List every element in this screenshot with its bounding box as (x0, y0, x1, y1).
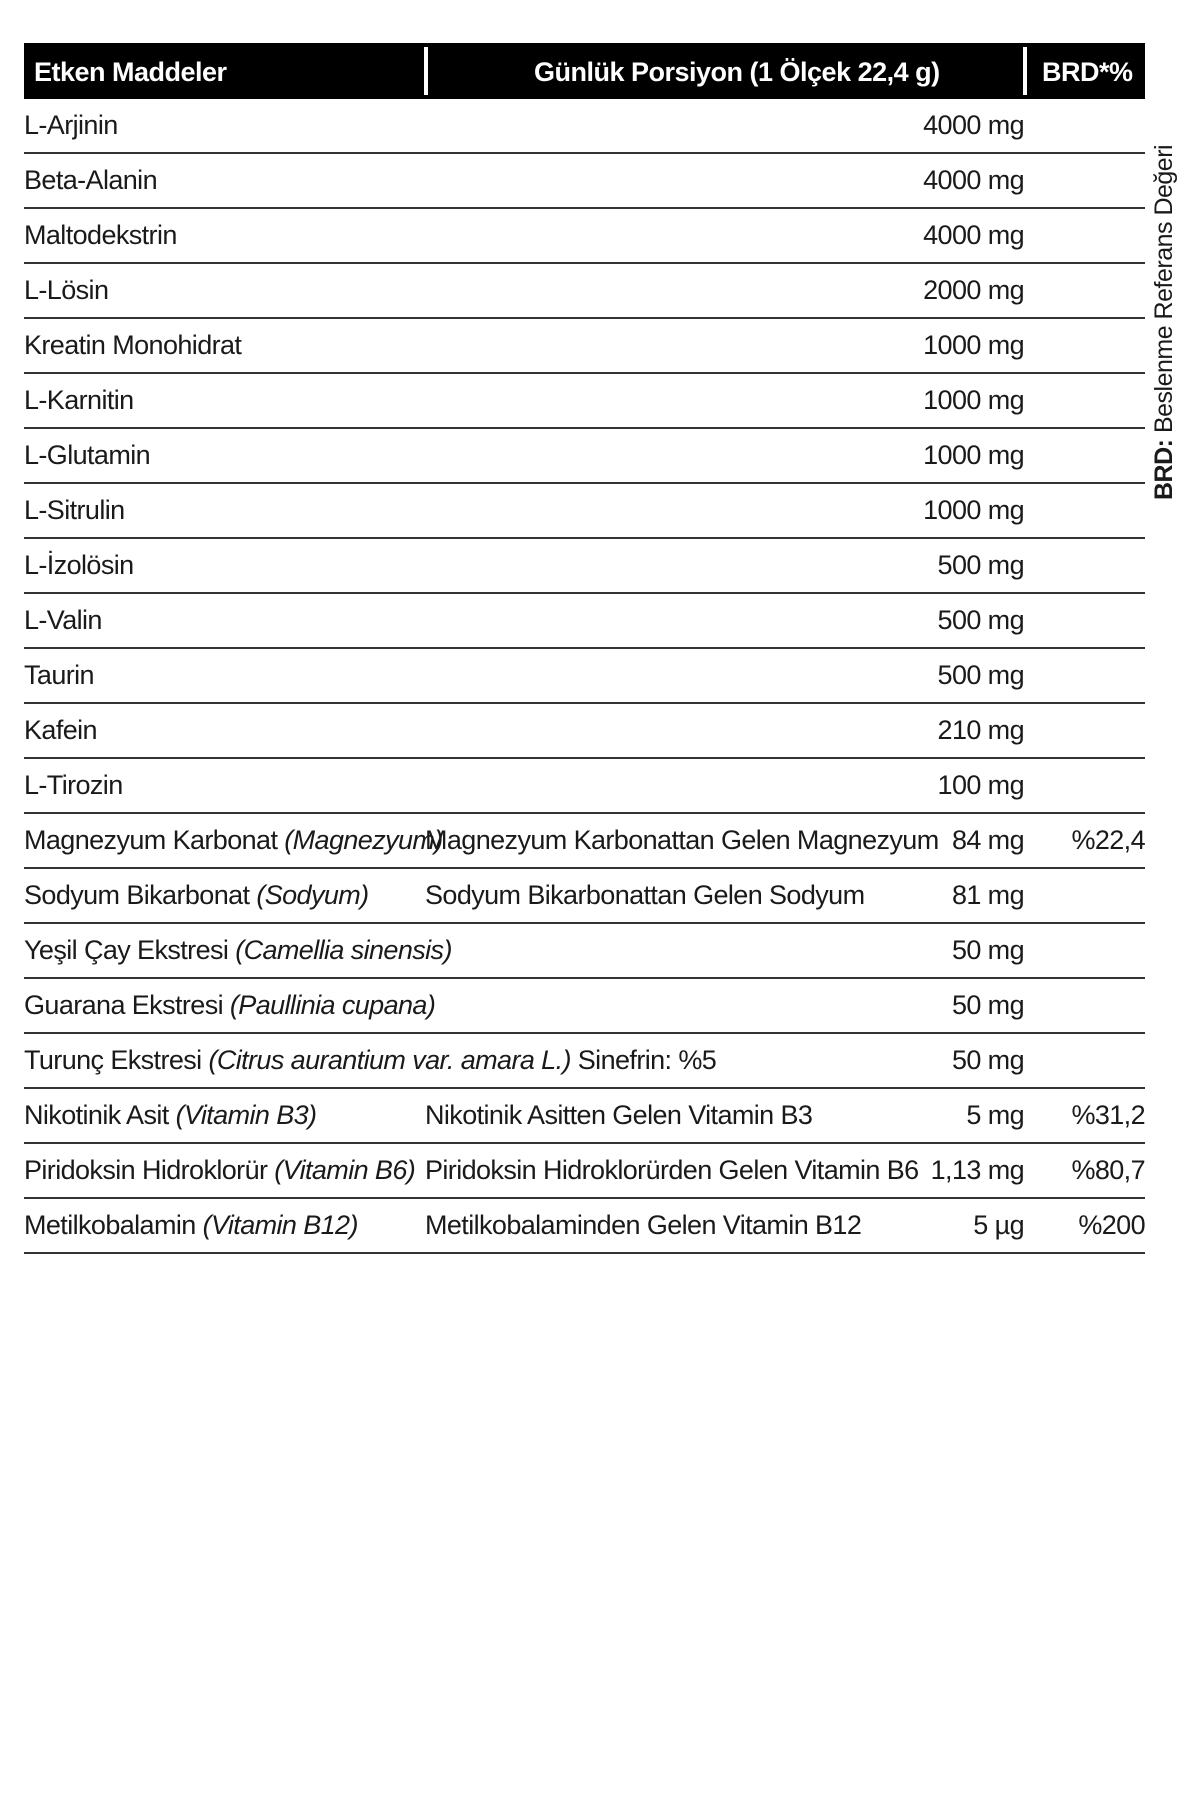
ingredient-name (24, 220, 177, 251)
ingredient-source: Sodyum Bikarbonattan Gelen Sodyum (425, 880, 865, 910)
supplement-facts-table (24, 43, 1145, 1254)
header-brd: BRD*% (1042, 57, 1133, 87)
ingredient-amount: 50 mg (951, 1045, 1024, 1075)
table-row (24, 1199, 1145, 1254)
ingredient-name (24, 165, 157, 196)
ingredient-name (24, 990, 435, 1021)
ingredient-amount: 1000 mg (923, 495, 1024, 525)
ingredient-amount: 1000 mg (923, 330, 1024, 360)
ingredient-brd: %22,4 (1071, 825, 1145, 855)
table-row (24, 484, 1145, 539)
ingredient-amount: 1,13 mg (930, 1155, 1024, 1185)
ingredient-amount: 84 mg (951, 825, 1024, 855)
ingredient-name (24, 770, 123, 801)
ingredient-amount: 100 mg (937, 770, 1024, 800)
ingredient-amount: 50 mg (951, 935, 1024, 965)
ingredient-source: Metilkobalaminden Gelen Vitamin B12 (425, 1210, 862, 1240)
ingredient-latin: (Vitamin B6) (274, 1155, 416, 1185)
ingredient-label: Turunç Ekstresi (24, 1045, 209, 1075)
ingredient-brd: %80,7 (1071, 1155, 1145, 1185)
table-row (24, 594, 1145, 649)
table-row (24, 1034, 1145, 1089)
ingredient-label: Kafein (24, 715, 97, 745)
ingredient-latin: (Citrus aurantium var. amara L.) (208, 1045, 571, 1075)
table-row (24, 869, 1145, 924)
ingredient-amount: 4000 mg (923, 165, 1024, 195)
ingredient-name (24, 385, 134, 416)
ingredient-amount: 500 mg (937, 660, 1024, 690)
ingredient-label: L-İzolösin (24, 550, 134, 580)
ingredient-label: Yeşil Çay Ekstresi (24, 935, 236, 965)
ingredient-source: Nikotinik Asitten Gelen Vitamin B3 (425, 1100, 813, 1130)
table-row (24, 154, 1145, 209)
header-divider (1023, 47, 1027, 95)
ingredient-name (24, 935, 452, 966)
table-row (24, 1144, 1145, 1199)
ingredient-name (24, 605, 102, 636)
table-row (24, 539, 1145, 594)
brd-footnote (1150, 145, 1179, 500)
ingredient-name (24, 825, 443, 856)
ingredient-amount: 4000 mg (923, 220, 1024, 250)
table-row (24, 1089, 1145, 1144)
ingredient-label: Beta-Alanin (24, 165, 157, 195)
ingredient-amount: 5 µg (973, 1210, 1024, 1240)
ingredient-name (24, 1210, 358, 1241)
ingredient-label: Magnezyum Karbonat (24, 825, 285, 855)
ingredient-source: Magnezyum Karbonattan Gelen Magnezyum (425, 825, 939, 855)
ingredient-source: Piridoksin Hidroklorürden Gelen Vitamin B6 (425, 1155, 919, 1185)
ingredient-label: L-Glutamin (24, 440, 151, 470)
table-row (24, 319, 1145, 374)
ingredient-amount: 1000 mg (923, 385, 1024, 415)
ingredient-label: L-Tirozin (24, 770, 123, 800)
brd-footnote-text: Beslenme Referans Değeri (1150, 144, 1178, 440)
ingredient-brd: %200 (1078, 1210, 1145, 1240)
ingredient-name (24, 1045, 716, 1076)
ingredient-amount: 2000 mg (923, 275, 1024, 305)
ingredient-brd: %31,2 (1071, 1100, 1145, 1130)
table-row (24, 429, 1145, 484)
ingredient-amount: 50 mg (951, 990, 1024, 1020)
header-daily-portion: Günlük Porsiyon (1 Ölçek 22,4 g) (534, 57, 940, 87)
ingredient-label: L-Sitrulin (24, 495, 125, 525)
table-row (24, 209, 1145, 264)
ingredient-name (24, 880, 369, 911)
ingredient-name (24, 1155, 415, 1186)
ingredient-label: L-Lösin (24, 275, 109, 305)
ingredient-label: Guarana Ekstresi (24, 990, 230, 1020)
ingredient-name (24, 1100, 316, 1131)
table-row (24, 759, 1145, 814)
ingredient-amount: 210 mg (937, 715, 1024, 745)
ingredient-amount: 81 mg (951, 880, 1024, 910)
table-row (24, 814, 1145, 869)
ingredient-latin: (Magnezyum) (284, 825, 443, 855)
ingredient-amount: 5 mg (966, 1100, 1024, 1130)
table-row (24, 264, 1145, 319)
ingredient-amount: 500 mg (937, 605, 1024, 635)
table-body (24, 99, 1145, 1254)
ingredient-label: Sodyum Bikarbonat (24, 880, 257, 910)
ingredient-label: Nikotinik Asit (24, 1100, 176, 1130)
ingredient-amount: 500 mg (937, 550, 1024, 580)
ingredient-name (24, 440, 150, 471)
table-row (24, 704, 1145, 759)
ingredient-amount: 4000 mg (923, 110, 1024, 140)
ingredient-name (24, 715, 97, 746)
ingredient-latin: (Vitamin B3) (175, 1100, 317, 1130)
ingredient-note: Sinefrin: %5 (570, 1045, 717, 1075)
header-divider (424, 47, 428, 95)
ingredient-label: Taurin (24, 660, 94, 690)
ingredient-name (24, 330, 241, 361)
header-active-ingredients: Etken Maddeler (34, 57, 227, 87)
table-row (24, 924, 1145, 979)
ingredient-name (24, 275, 108, 306)
ingredient-label: Kreatin Monohidrat (24, 330, 242, 360)
ingredient-latin: (Camellia sinensis) (235, 935, 452, 965)
ingredient-name (24, 550, 134, 581)
ingredient-latin: (Paullinia cupana) (229, 990, 436, 1020)
brd-footnote-label: BRD: (1150, 439, 1178, 500)
ingredient-latin: (Sodyum) (256, 880, 369, 910)
table-row (24, 649, 1145, 704)
table-row (24, 99, 1145, 154)
ingredient-label: L-Arjinin (24, 110, 118, 140)
ingredient-label: Piridoksin Hidroklorür (24, 1155, 275, 1185)
ingredient-amount: 1000 mg (923, 440, 1024, 470)
ingredient-name (24, 110, 118, 141)
ingredient-label: L-Karnitin (24, 385, 134, 415)
ingredient-label: Maltodekstrin (24, 220, 177, 250)
ingredient-name (24, 660, 94, 691)
ingredient-latin: (Vitamin B12) (202, 1210, 358, 1240)
ingredient-label: L-Valin (24, 605, 102, 635)
ingredient-label: Metilkobalamin (24, 1210, 203, 1240)
ingredient-name (24, 495, 125, 526)
table-row (24, 979, 1145, 1034)
table-header (24, 43, 1145, 99)
table-row (24, 374, 1145, 429)
